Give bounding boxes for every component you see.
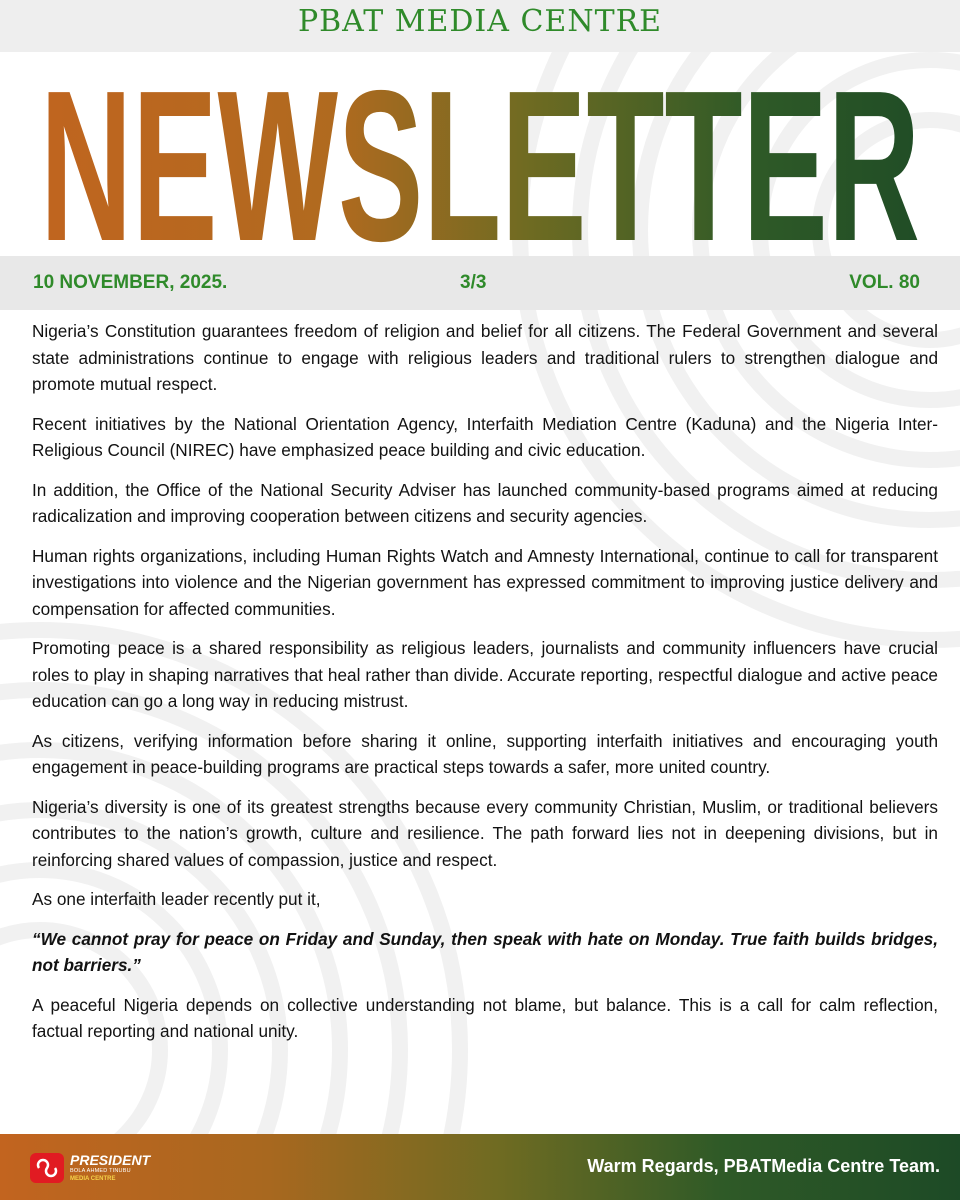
media-centre-logo [26,1139,151,1195]
newsletter-wordmark [0,60,960,256]
logo-emblem-icon [30,1153,64,1183]
paragraph: Human rights organizations, including Human Rights Watch and Amnesty International, continue to call for transparent investigations into violence and the Nigerian government has expressed commitment to improving justice delivery and compensation for affected communities. [32,545,938,619]
paragraph: Nigeria’s Constitution guarantees freedom of religion and belief for all citizens. The Federal Government and several state administrations continue to engage with religious leaders and traditional rulers to strengthen dialogue and promote mutual respect. [32,321,938,394]
issue-date: 10 NOVEMBER, 2025. [33,272,228,293]
header-title: PBAT MEDIA CENTRE [297,4,663,39]
signoff-text: Warm Regards, PBATMedia Centre Team. [587,1156,940,1176]
paragraph: In addition, the Office of the National Security Adviser has launched community-based programs aimed at reducing radicalization and improving cooperation between citizens and security agencies. [32,479,938,526]
article-body [32,318,938,1058]
issue-info-bar [0,256,960,310]
logo-line-president: PRESIDENT [70,1152,151,1168]
logo-line-media-centre: MEDIA CENTRE [70,1176,116,1182]
footer-bar [0,1134,960,1200]
paragraph: As citizens, verifying information before sharing it online, supporting interfaith initiatives and encouraging youth engagement in peace-building programs are practical steps towards a safer, more united country. [32,730,938,777]
closing-paragraph: A peaceful Nigeria depends on collective understanding not blame, but balance. This is a call for calm reflection, factual reporting and national unity. [32,994,938,1041]
svg-text:NEWSLETTER: NEWSLETTER [40,60,920,256]
quote: “We cannot pray for peace on Friday and Sunday, then speak with hate on Monday. True faith builds bridges, not barriers.” [32,928,938,975]
paragraph: As one interfaith leader recently put it, [32,889,321,909]
paragraph: Nigeria’s diversity is one of its greatest strengths because every community Christian, Muslim, or traditional believers contributes to the nation’s growth, culture and resilience. The path forward lies not in deepening divisions, but in reinforcing shared values of compassion, justice and respect. [32,796,938,870]
logo-line-name: BOLA AHMED TINUBU [70,1168,131,1174]
paragraph: Promoting peace is a shared responsibility as religious leaders, journalists and community influencers have crucial roles to play in shaping narratives that heal rather than divide. Accurate reporting, respectful dialogue and active peace education can go a long way in reducing mistrust. [32,638,938,711]
page-indicator: 3/3 [460,272,487,293]
paragraph: Recent initiatives by the National Orientation Agency, Interfaith Mediation Centre (Kaduna) and the Nigeria Inter-Religious Council (NIREC) have emphasized peace building and civic education. [32,413,938,460]
volume-number: VOL. 80 [849,272,920,293]
